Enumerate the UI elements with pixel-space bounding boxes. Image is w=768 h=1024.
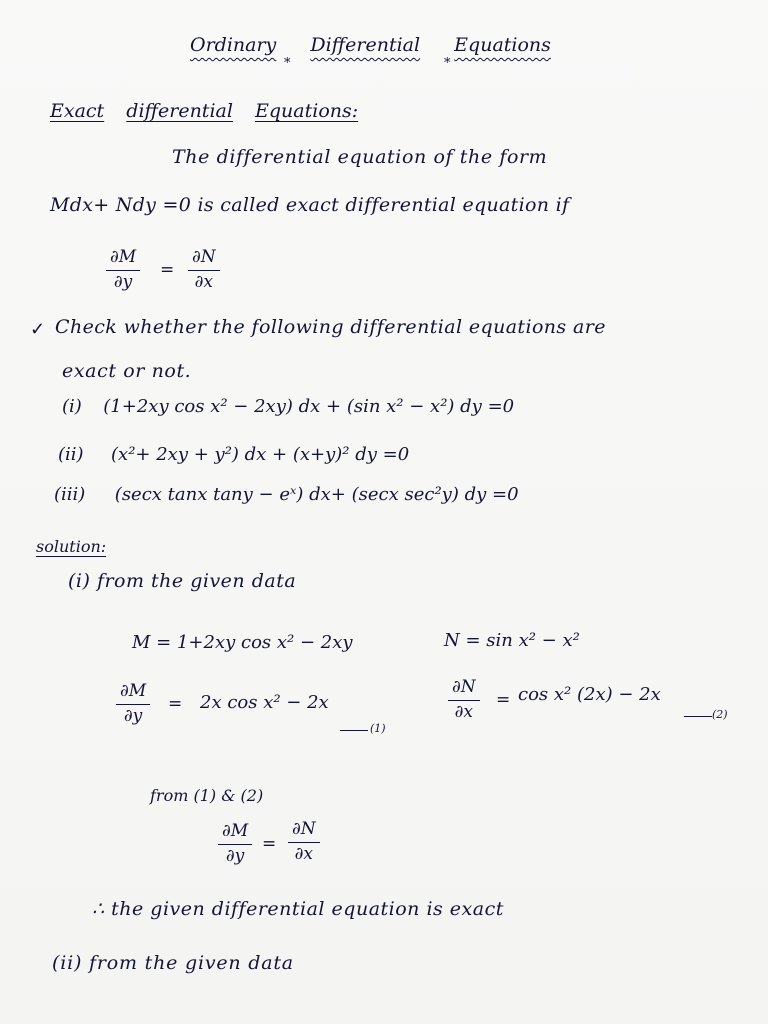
numerator: ∂N: [188, 248, 220, 271]
solution-heading: solution:: [36, 537, 107, 556]
numerator: ∂M: [116, 682, 150, 705]
denominator: ∂x: [454, 701, 474, 722]
fraction-dn-dx-conclusion: [288, 820, 320, 864]
section-heading-word-3: Equations:: [255, 100, 359, 122]
numerator: ∂M: [218, 822, 252, 845]
tag-line-2: [684, 716, 712, 717]
section-heading: [50, 100, 358, 122]
conclusion-text: ∴ the given differential equation is exact: [92, 898, 504, 920]
check-mark-icon: ✓: [30, 319, 46, 340]
question-item-1: [62, 396, 514, 417]
equation-tag-2: (2): [712, 708, 728, 721]
section-heading-word-1: Exact: [50, 100, 105, 122]
dm-dy-result: 2x cos x² − 2x: [200, 692, 329, 713]
definition-fraction-dm-dy: [106, 248, 140, 292]
title-word-2: Differential: [310, 34, 421, 56]
fraction-dm-dy: [116, 682, 150, 726]
item-number: (iii): [54, 484, 86, 505]
denominator: ∂x: [294, 843, 314, 864]
question-item-3: [54, 484, 519, 505]
equation-tag-1: (1): [370, 722, 386, 735]
fraction-dm-dy-conclusion: [218, 822, 252, 866]
definition-line-2: Mdx+ Ndy =0 is called exact differential equation if: [50, 194, 570, 216]
equals-sign: =: [496, 690, 511, 710]
denominator: ∂y: [225, 845, 245, 866]
title-star-1: *: [284, 56, 291, 71]
definition-fraction-dn-dx: [188, 248, 220, 292]
dn-dx-result: cos x² (2x) − 2x: [518, 684, 661, 705]
denominator: ∂y: [113, 271, 133, 292]
denominator: ∂x: [194, 271, 214, 292]
numerator: ∂N: [448, 678, 480, 701]
question-line-1: Check whether the following differential equations are: [55, 316, 606, 338]
definition-line-1: The differential equation of the form: [172, 146, 548, 168]
item-equation: (secx tanx tany − eˣ) dx+ (secx sec²y) dy =0: [114, 484, 519, 505]
numerator: ∂N: [288, 820, 320, 843]
solution-part-2-intro: (ii) from the given data: [52, 952, 294, 974]
solution-part-1-intro: (i) from the given data: [68, 570, 297, 592]
item-equation: (1+2xy cos x² − 2xy) dx + (sin x² − x²) dy =0: [103, 396, 515, 417]
title-word-1: Ordinary: [190, 34, 277, 56]
from-1-and-2: from (1) & (2): [150, 786, 264, 805]
title-star-2: *: [444, 56, 451, 71]
page-title: [190, 34, 551, 56]
item-equation: (x²+ 2xy + y²) dx + (x+y)² dy =0: [111, 444, 410, 465]
equals-sign: =: [262, 834, 277, 854]
section-heading-word-2: differential: [126, 100, 233, 122]
item-number: (i): [62, 396, 82, 417]
equals-sign: =: [160, 260, 175, 280]
tag-line-1: [340, 730, 368, 731]
title-word-3: Equations: [454, 34, 551, 56]
m-definition: M = 1+2xy cos x² − 2xy: [132, 632, 353, 653]
equals-sign: =: [168, 694, 183, 714]
numerator: ∂M: [106, 248, 140, 271]
question-line-2: exact or not.: [62, 360, 192, 382]
denominator: ∂y: [123, 705, 143, 726]
n-definition: N = sin x² − x²: [444, 630, 580, 651]
question-item-2: [58, 444, 409, 465]
item-number: (ii): [58, 444, 84, 465]
fraction-dn-dx: [448, 678, 480, 722]
